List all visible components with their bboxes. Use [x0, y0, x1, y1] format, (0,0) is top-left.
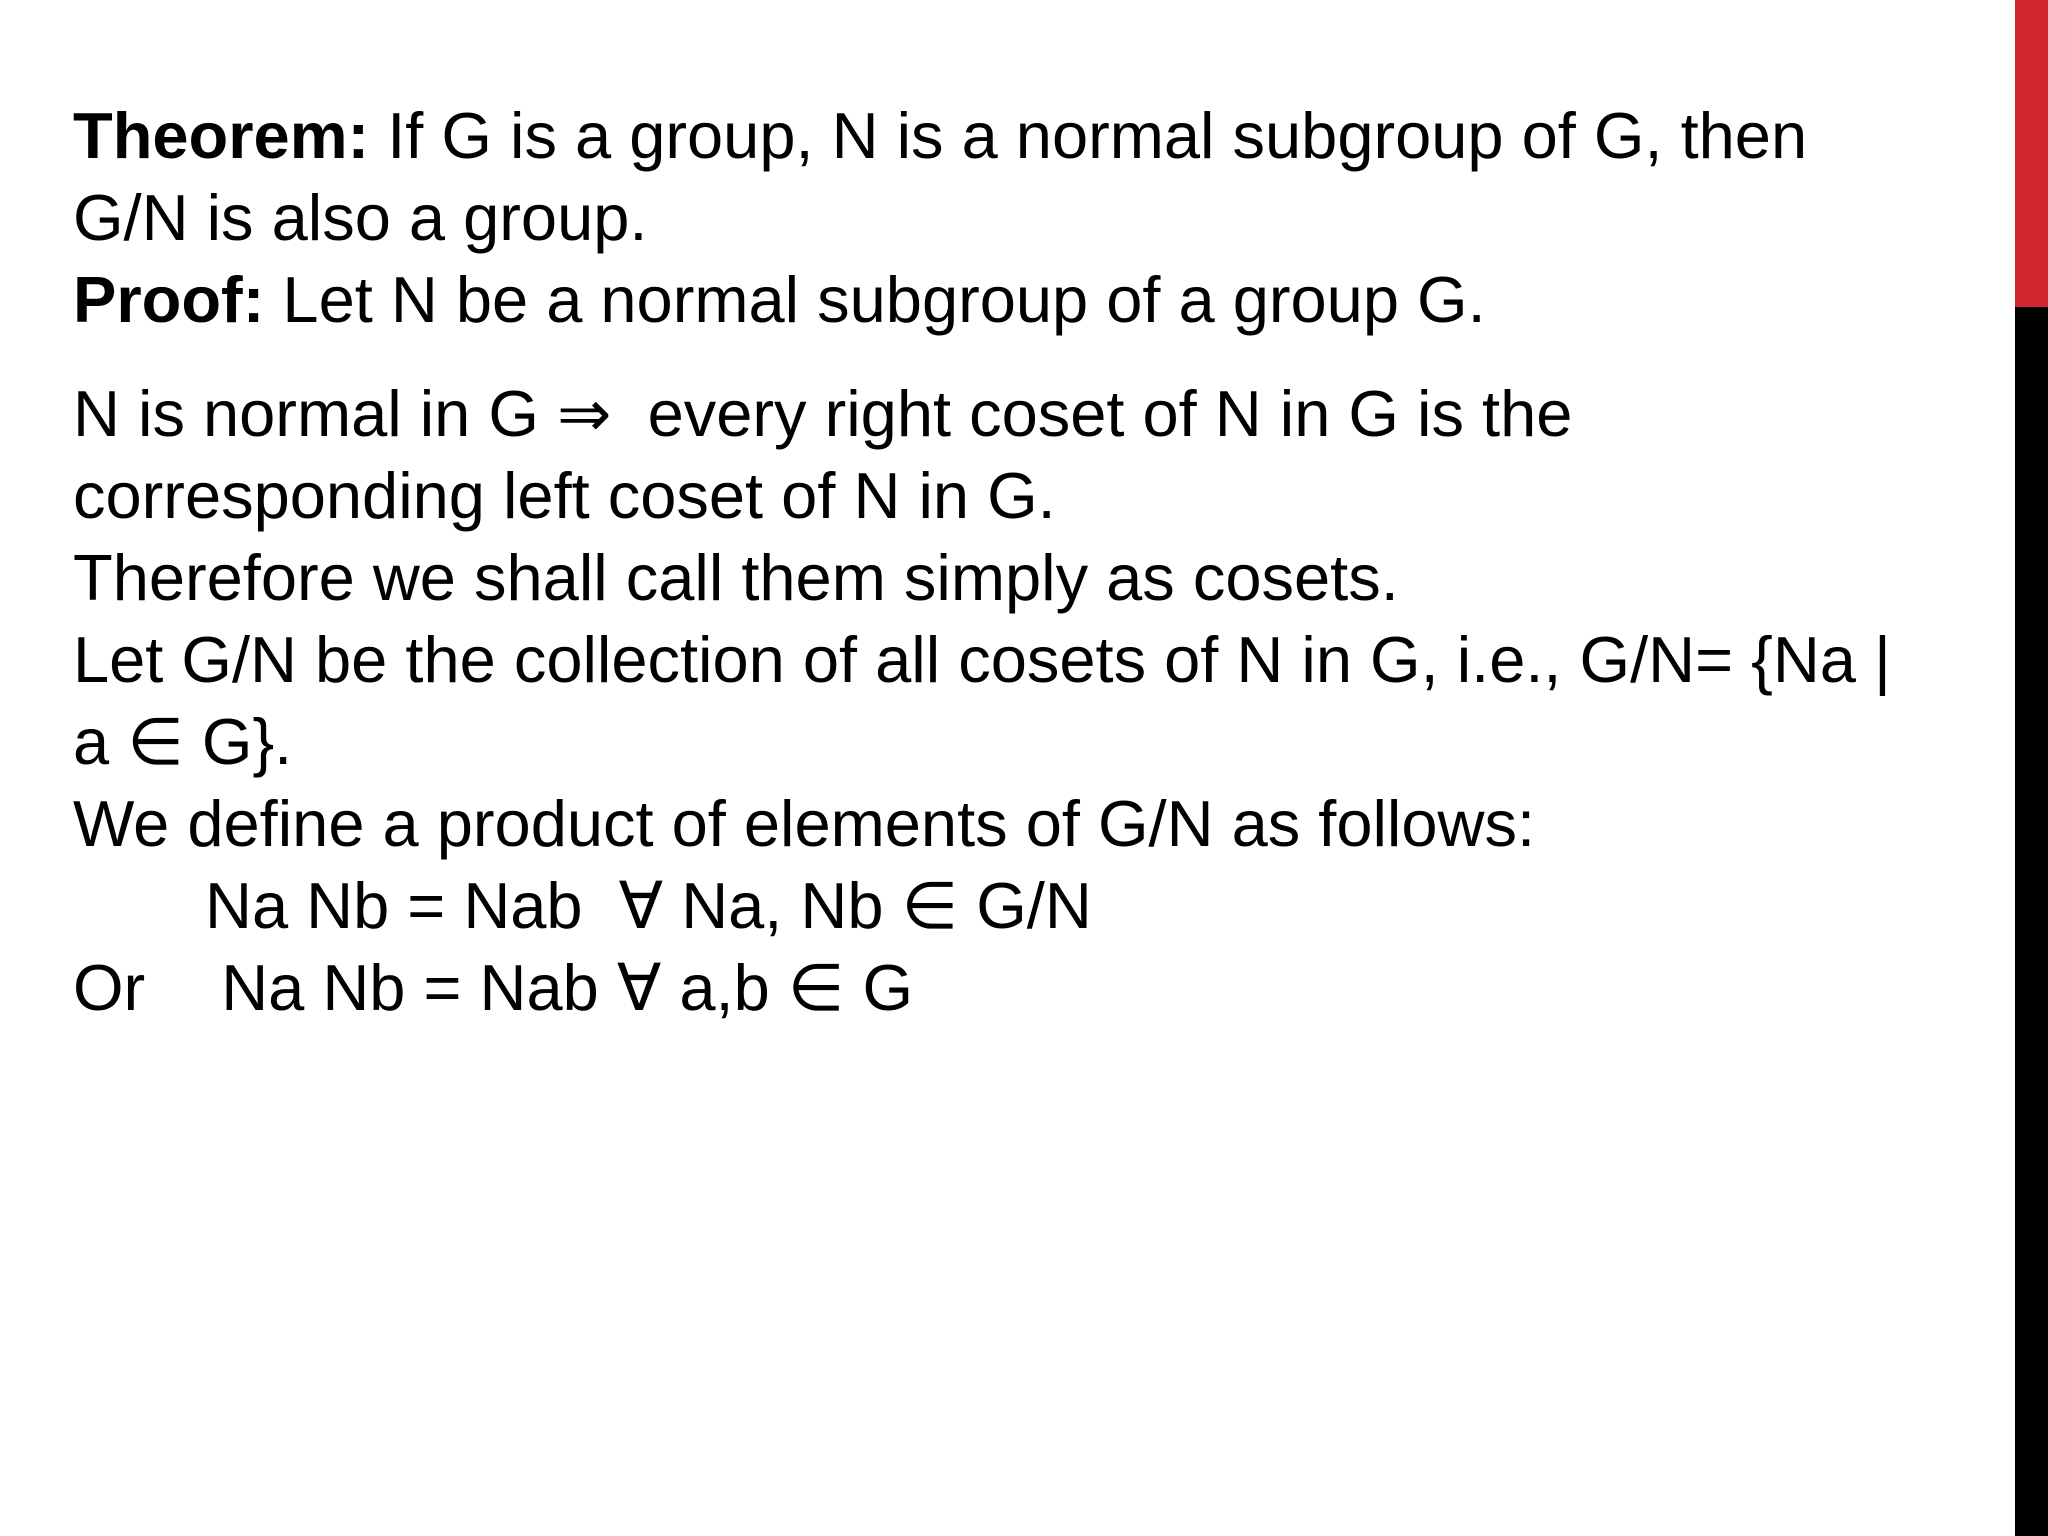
- theorem-label: Theorem:: [73, 99, 370, 172]
- theorem-text-1: If G is a group, N is a normal subgroup of G, then: [369, 99, 1808, 172]
- proof-line: [73, 259, 2008, 341]
- or-label: Or: [73, 951, 146, 1024]
- proof-label: Proof:: [73, 263, 265, 336]
- accent-bar-bottom: [2015, 307, 2048, 1536]
- product-definition: Na Nb = Nab ∀ Na, Nb ∈ G/N: [205, 869, 1092, 942]
- alternate-text: Na Nb = Nab ∀ a,b ∈ G: [221, 951, 914, 1024]
- body-line-2: corresponding left coset of N in G.: [73, 459, 1056, 532]
- body-line-4: Let G/N be the collection of all cosets of N in G, i.e., G/N= {Na |: [73, 623, 1891, 696]
- theorem-line-1: [73, 95, 2008, 177]
- body-line-1: N is normal in G ⇒ every right coset of N in G is the: [73, 377, 1573, 450]
- body-line-5: a ∈ G}.: [73, 705, 293, 778]
- accent-bar-top: [2015, 0, 2048, 307]
- proof-text: Let N be a normal subgroup of a group G.: [264, 263, 1486, 336]
- body-line-6: We define a product of elements of G/N as follows:: [73, 787, 1536, 860]
- theorem-line-2: G/N is also a group.: [73, 181, 648, 254]
- product-definition-line: [73, 865, 2008, 947]
- paragraph-gap: [73, 341, 2008, 373]
- body-line-3: Therefore we shall call them simply as cosets.: [73, 541, 1399, 614]
- slide-content: [73, 95, 2008, 1029]
- alternate-line: [73, 947, 2008, 1029]
